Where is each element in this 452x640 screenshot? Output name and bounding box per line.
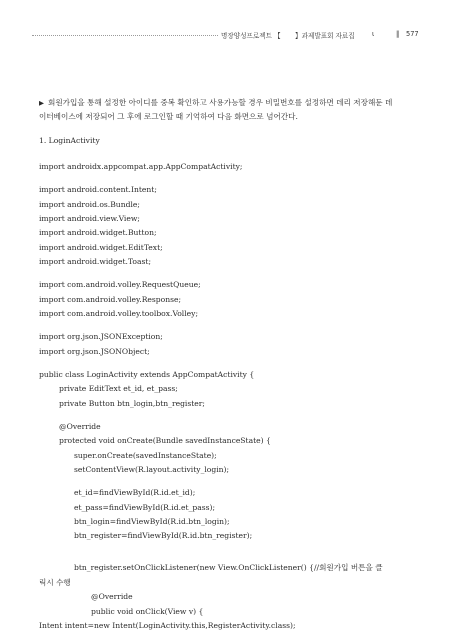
header-double-bar: ‖ (396, 30, 400, 38)
code-line: import android.widget.Button; (39, 228, 157, 238)
code-line: btn_login=findViewById(R.id.btn_login); (74, 516, 230, 526)
code-line: @Override (59, 421, 101, 431)
code-blank-line (39, 359, 399, 368)
code-line: setContentView(R.layout.activity_login); (74, 465, 230, 475)
code-blank-line (39, 174, 399, 183)
code-line: private EditText et_id, et_pass; (59, 384, 178, 394)
header-subtitle: 】과제발표회 자료집 (295, 32, 355, 40)
code-line: import android.content.Intent; (39, 185, 157, 195)
intro-paragraph (39, 96, 399, 124)
code-line: btn_register.setOnClickListener(new View.OnClickListener() {//회원가입 버튼을 클 (74, 563, 383, 573)
section-title: 1. LoginActivity (39, 136, 100, 145)
code-line: import org.json.JSONException; (39, 332, 163, 342)
code-blank-line (39, 477, 399, 486)
code-blank-line (39, 322, 399, 331)
code-line: import android.os.Bundle; (39, 199, 140, 209)
code-line: et_id=findViewById(R.id.et_id); (74, 488, 196, 498)
code-line: import android.widget.Toast; (39, 257, 152, 267)
code-listing (39, 160, 399, 633)
code-line: super.onCreate(savedInstanceState); (74, 450, 217, 460)
code-line: 릭시 수행 (39, 577, 71, 587)
code-line: import com.android.volley.Response; (39, 294, 182, 304)
page-number: 577 (406, 30, 419, 38)
code-blank-line (39, 411, 399, 420)
header-dotted-rule (32, 35, 218, 36)
code-line: import android.view.View; (39, 213, 140, 223)
code-blank-line (39, 553, 399, 562)
code-line: import org.json.JSONObject; (39, 346, 150, 356)
code-blank-line (39, 270, 399, 279)
code-line: @Override (91, 592, 133, 602)
header-title: 명장양성프로젝트 【 (221, 32, 281, 40)
triangle-bullet-icon: ▶ (39, 99, 44, 107)
code-line: protected void onCreate(Bundle savedInstanceState) { (59, 436, 271, 446)
code-blank-line (39, 544, 399, 553)
code-line: btn_register=findViewById(R.id.btn_register); (74, 531, 253, 541)
page-header (32, 28, 424, 42)
code-line: private Button btn_login,btn_register; (59, 398, 205, 408)
header-separator: ι (372, 30, 375, 38)
document-body (39, 96, 399, 633)
code-line: import com.android.volley.toolbox.Volley; (39, 309, 199, 319)
code-line: Intent intent=new Intent(LoginActivity.this,RegisterActivity.class); (39, 620, 296, 630)
code-line: public void onClick(View v) { (91, 606, 204, 616)
code-line: import androidx.appcompat.app.AppCompatActivity; (39, 162, 243, 171)
code-line: import com.android.volley.RequestQueue; (39, 280, 201, 290)
intro-text: 회원가입을 통해 설정한 아이디를 중복 확인하고 사용가능할 경우 비밀번호를 설정하면 데리 저장해둔 데이터베이스에 저장되어 그 후에 로그인할 때 기억하여 다음 화면으로 넘어간다. (39, 98, 393, 121)
code-line: public class LoginActivity extends AppCompatActivity { (39, 369, 255, 379)
code-line: et_pass=findViewById(R.id.et_pass); (74, 502, 216, 512)
code-line: import android.widget.EditText; (39, 242, 163, 252)
